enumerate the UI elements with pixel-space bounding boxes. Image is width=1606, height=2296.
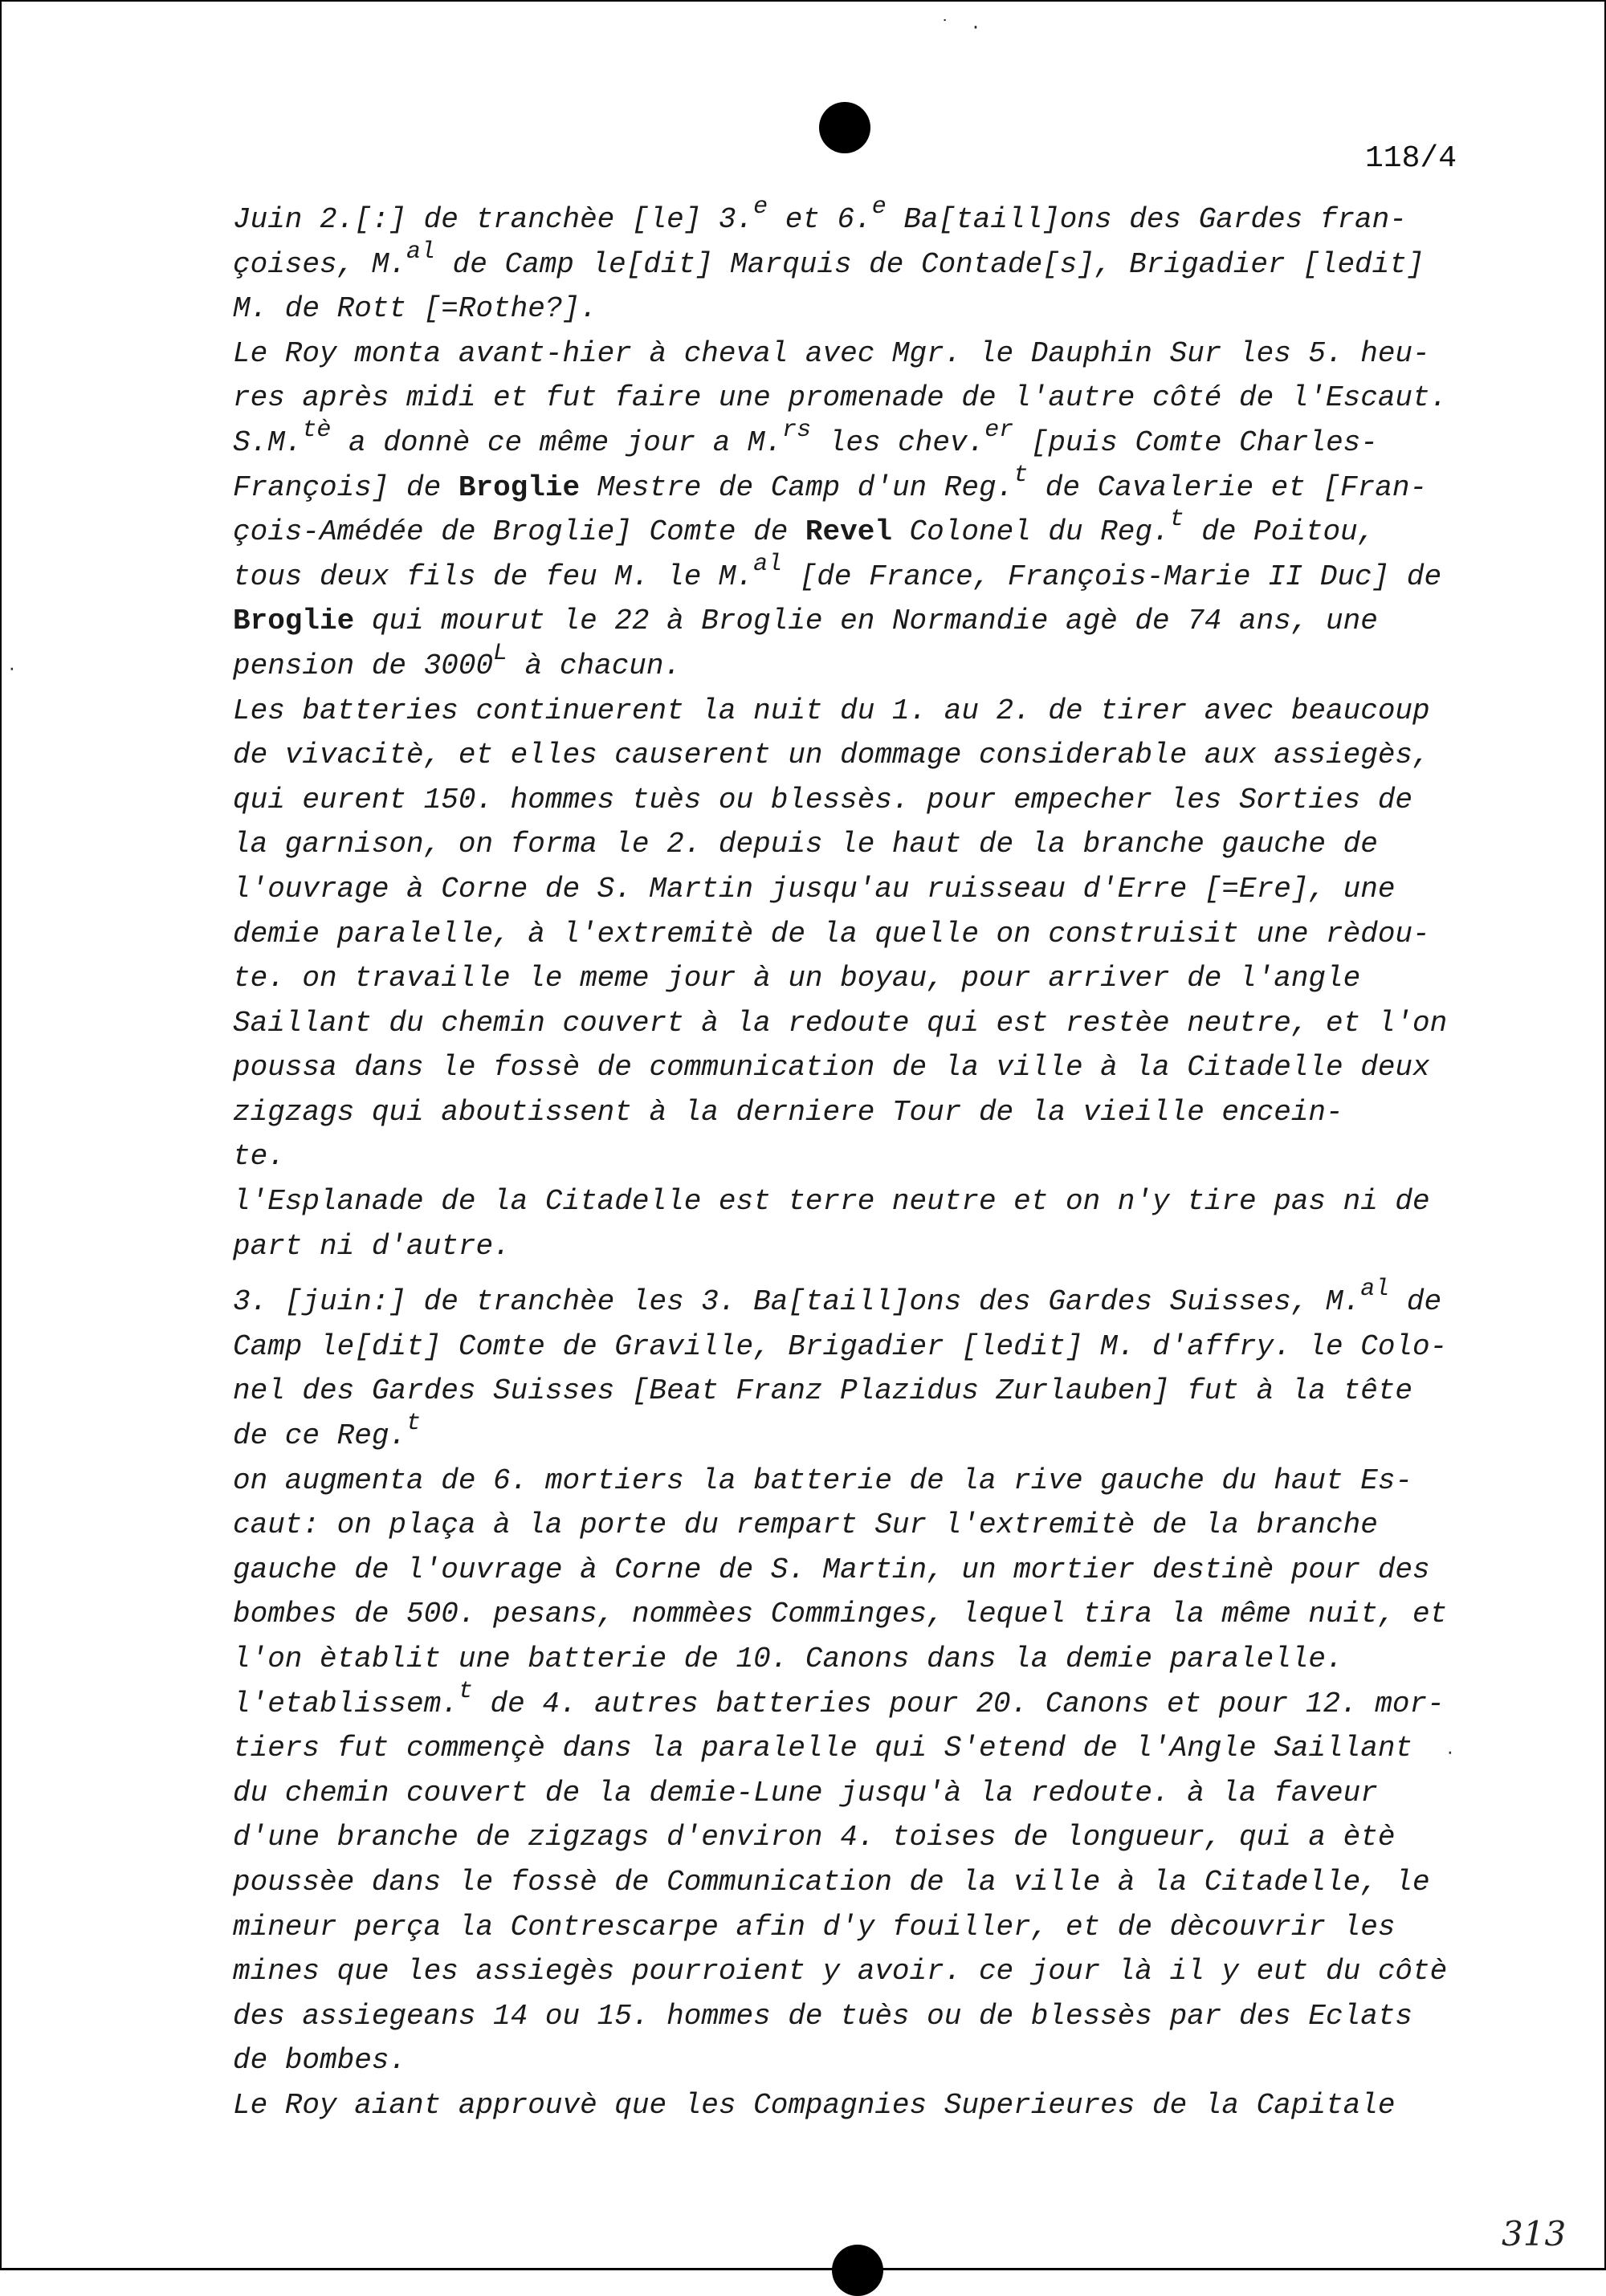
text-segment: de ce Reg. [233, 1419, 407, 1453]
text-line [233, 2038, 1486, 2083]
text-segment: François] de [233, 470, 459, 504]
superscript: al [1360, 1276, 1390, 1304]
superscript: er [984, 416, 1014, 444]
text-segment: Le Roy aiant approuvè que les Compagnies Superieures de la Capitale [233, 2088, 1396, 2122]
text-line [233, 461, 1486, 511]
paragraph-gap [233, 1268, 1486, 1280]
text-segment: tous deux fils de feu M. le M. [233, 560, 754, 593]
superscript: t [406, 1410, 422, 1438]
text-segment: de Poitou, [1184, 515, 1376, 549]
text-segment: l'etablissem. [233, 1687, 459, 1720]
text-segment: du chemin couvert de la demie-Lune jusqu'à la redoute. à la faveur [233, 1776, 1378, 1810]
superscript: al [406, 238, 436, 266]
text-segment: de [1389, 1285, 1442, 1319]
superscript: tè [302, 416, 332, 444]
text-segment: de vivacitè, et elles causerent un dommage considerable aux assiegès, [233, 739, 1430, 772]
text-line [233, 1410, 1486, 1459]
bold-name: Broglie [233, 605, 355, 638]
text-segment: mines que les assiegès pourroient y avoir. ce jour là il y eut du côtè [233, 1955, 1448, 1989]
text-line [233, 1224, 1486, 1269]
text-segment: Les batteries continuerent la nuit du 1. au 2. de tirer avec beaucoup [233, 694, 1430, 727]
text-line [233, 778, 1486, 823]
superscript: al [753, 550, 783, 578]
text-segment: res après midi et fut faire une promenade de l'autre côté de l'Escaut. [233, 381, 1448, 415]
text-segment: Ba[taill]ons des Gardes fran- [886, 203, 1407, 236]
text-segment: et 6. [768, 203, 872, 236]
text-segment: pension de 3000 [233, 649, 494, 682]
text-line [233, 1134, 1486, 1179]
page-frame-top [0, 0, 1606, 2]
text-segment: qui mourut le 22 à Broglie en Normandie agè de 74 ans, une [354, 605, 1378, 638]
text-line [233, 1045, 1486, 1090]
text-segment: poussèe dans le fossè de Communication de la ville à la Citadelle, le [233, 1865, 1430, 1899]
text-line [233, 193, 1486, 242]
text-line [233, 1001, 1486, 1046]
margin-mark-right: ‧ [1447, 1744, 1453, 1766]
superscript: L [493, 639, 508, 667]
page-frame-left [0, 0, 2, 2270]
text-line [233, 1949, 1486, 1994]
text-segment: mineur perça la Contrescarpe afin d'y fouiller, et de dècouvrir les [233, 1910, 1396, 1944]
text-line [233, 822, 1486, 867]
text-segment: tiers fut commençè dans la paralelle qui S'etend de l'Angle Saillant [233, 1732, 1413, 1765]
text-segment: [de France, François-Marie II Duc] de [782, 560, 1442, 593]
text-segment: de Camp le[dit] Marquis de Contade[s], Brigadier [ledit] [435, 247, 1425, 281]
text-line [233, 912, 1486, 957]
punch-hole-top [819, 102, 870, 153]
text-segment: de bombes. [233, 2044, 407, 2078]
text-line [233, 1276, 1486, 1325]
text-line [233, 1771, 1486, 1816]
text-line [233, 867, 1486, 912]
text-segment: la garnison, on forma le 2. depuis le haut de la branche gauche de [233, 828, 1378, 861]
text-line [233, 1637, 1486, 1682]
text-segment: çoises, M. [233, 247, 407, 281]
text-line [233, 1459, 1486, 1504]
text-line [233, 1592, 1486, 1637]
text-line [233, 1905, 1486, 1950]
superscript: t [1169, 506, 1184, 534]
punch-hole-bottom [832, 2245, 883, 2296]
text-line [233, 1090, 1486, 1135]
text-segment: çois-Amédée de Broglie] Comte de [233, 515, 805, 549]
text-segment: 3. [juin:] de tranchèe les 3. Ba[taill]ons des Gardes Suisses, M. [233, 1285, 1361, 1319]
text-line [233, 332, 1486, 377]
margin-mark-left: ‧ [9, 661, 15, 682]
superscript: e [871, 193, 887, 221]
bold-name: Broglie [458, 470, 581, 504]
text-segment: te. on travaille le meme jour à un boyau, pour arriver de l'angle [233, 962, 1361, 995]
superscript: rs [782, 416, 812, 444]
text-line [233, 1860, 1486, 1905]
text-segment: Saillant du chemin couvert à la redoute qui est restèe neutre, et l'on [233, 1006, 1448, 1040]
text-line [233, 1726, 1486, 1771]
text-segment: bombes de 500. pesans, nommèes Comminges, lequel tira la même nuit, et [233, 1598, 1448, 1631]
text-segment: poussa dans le fossè de communication de la ville à la Citadelle deux [233, 1051, 1430, 1085]
archive-folio-mark: 313 [1502, 2214, 1567, 2253]
text-segment: de 4. autres batteries pour 20. Canons et pour 12. mor- [472, 1687, 1445, 1720]
text-line [233, 733, 1486, 778]
text-line [233, 506, 1486, 555]
text-segment: Juin 2.[:] de tranchèe [le] 3. [233, 203, 754, 236]
text-segment: zigzags qui aboutissent à la derniere Tour de la vieille encein- [233, 1095, 1343, 1129]
text-segment: a donnè ce même jour a M. [331, 425, 783, 459]
text-segment: Camp le[dit] Comte de Graville, Brigadier [ledit] M. d'affry. le Colo- [233, 1329, 1448, 1363]
text-segment: l'ouvrage à Corne de S. Martin jusqu'au ruisseau d'Erre [=Ere], une [233, 872, 1396, 906]
text-segment: te. [233, 1140, 285, 1174]
text-segment: part ni d'autre. [233, 1229, 511, 1263]
text-line [233, 1179, 1486, 1224]
text-segment: qui eurent 150. hommes tuès ou blessès. pour empecher les Sorties de [233, 783, 1413, 816]
text-segment: M. de Rott [=Rothe?]. [233, 292, 597, 326]
text-line [233, 287, 1486, 332]
text-line [233, 1548, 1486, 1593]
text-line [233, 956, 1486, 1001]
text-segment: caut: on plaça à la porte du rempart Sur l'extremitè de la branche [233, 1508, 1378, 1542]
text-segment: de Cavalerie et [Fran- [1028, 470, 1428, 504]
text-segment: Le Roy monta avant-hier à cheval avec Mgr. le Dauphin Sur les 5. heu- [233, 336, 1430, 370]
transcription-text [233, 193, 1486, 2128]
text-segment: nel des Gardes Suisses [Beat Franz Plazidus Zurlauben] fut à la tête [233, 1374, 1413, 1408]
page-number: 118/4 [1365, 141, 1457, 176]
superscript: t [1013, 461, 1029, 489]
text-segment: l'on ètablit une batterie de 10. Canons dans la demie paralelle. [233, 1643, 1343, 1675]
text-segment: Colonel du Reg. [891, 515, 1170, 549]
text-line [233, 550, 1486, 600]
text-segment: des assiegeans 14 ou 15. hommes de tuès ou de blessès par des Eclats [233, 1999, 1413, 2033]
text-line [233, 2083, 1486, 2128]
text-segment: [puis Comte Charles- [1013, 425, 1378, 459]
text-segment: à chacun. [507, 649, 682, 682]
text-line [233, 376, 1486, 421]
text-segment: d'une branche de zigzags d'environ 4. toises de longueur, qui a ètè [233, 1821, 1396, 1854]
bold-name: Revel [805, 515, 892, 549]
text-line [233, 689, 1486, 734]
text-line [233, 1677, 1486, 1727]
text-segment: l'Esplanade de la Citadelle est terre neutre et on n'y tire pas ni de [233, 1185, 1430, 1219]
scan-specks: ˙ · [940, 18, 986, 38]
text-segment: on augmenta de 6. mortiers la batterie de la rive gauche du haut Es- [233, 1463, 1413, 1497]
text-line [233, 1325, 1486, 1370]
text-line [233, 416, 1486, 466]
superscript: t [458, 1677, 473, 1705]
text-segment: S.M. [233, 425, 303, 459]
text-line [233, 1369, 1486, 1414]
text-line [233, 599, 1486, 644]
text-segment: demie paralelle, à l'extremitè de la quelle on construisit une rèdou- [233, 917, 1430, 951]
text-segment: les chev. [811, 425, 985, 459]
text-line [233, 639, 1486, 689]
text-segment: gauche de l'ouvrage à Corne de S. Martin, un mortier destinè pour des [233, 1553, 1430, 1586]
text-line [233, 1503, 1486, 1548]
text-line [233, 238, 1486, 287]
text-line [233, 1815, 1486, 1860]
text-segment: Mestre de Camp d'un Reg. [580, 470, 1014, 504]
text-line [233, 1994, 1486, 2039]
superscript: e [753, 193, 768, 221]
